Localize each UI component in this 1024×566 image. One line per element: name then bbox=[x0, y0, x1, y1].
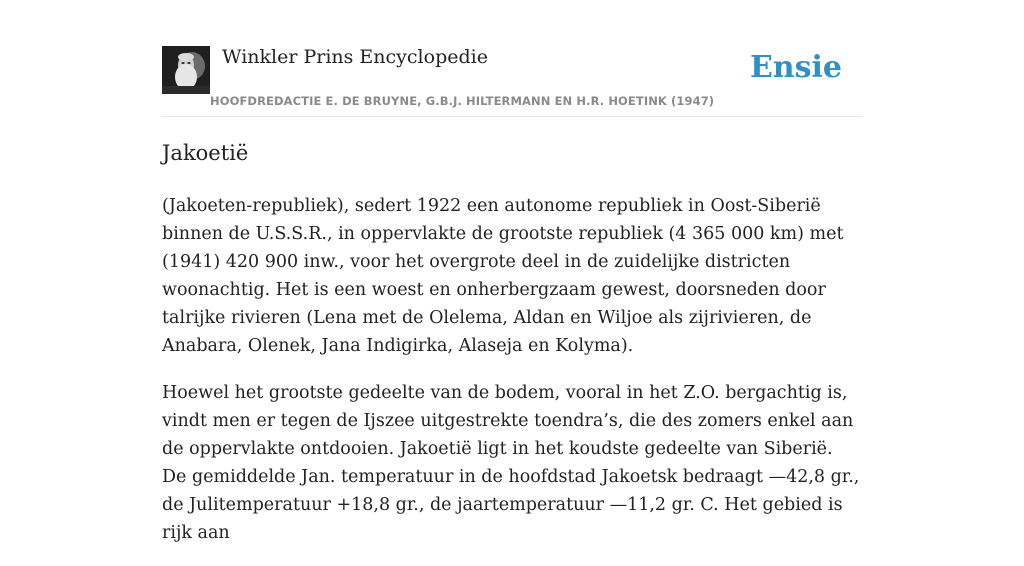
portrait-photo-icon bbox=[162, 46, 210, 94]
header bbox=[162, 38, 862, 117]
avatar[interactable] bbox=[162, 46, 210, 94]
article-body bbox=[162, 192, 862, 566]
article-title: Jakoetië bbox=[162, 141, 249, 165]
ensie-logo-link[interactable]: Ensie bbox=[749, 50, 842, 85]
paragraph: (Jakoeten-republiek), sedert 1922 een autonome republiek in Oost-Siberië binnen de U.S.S.R., in oppervlakte de grootste republiek (4 365 000 km) met (1941) 420 900 inw., voor het overgrote deel in de zuidelijke districten woonachtig. Het is een woest en onherbergzaam gewest, doorsneden door talrijke rivieren (Lena met de Olelema, Aldan en Wiljoe als zijrivieren, de Anabara, Olenek, Jana Indigirka, Alaseja en Kolyma). bbox=[162, 196, 844, 356]
publication-title[interactable]: Winkler Prins Encyclopedie bbox=[222, 46, 488, 68]
editorial-subtitle: HOOFDREDACTIE E. DE BRUYNE, G.B.J. HILTERMANN EN H.R. HOETINK (1947) bbox=[210, 94, 715, 108]
paragraph: Hoewel het grootste gedeelte van de bodem, vooral in het Z.O. bergachtig is, vindt men er tegen de Ijszee uitgestrekte toendra’s, die des zomers enkel aan de oppervlakte ontdooien. Jakoetië ligt in het koudste gedeelte van Siberië. De gemiddelde Jan. temperatuur in de hoofdstad Jakoetsk bedraagt —42,8 gr., de Julitemperatuur +18,8 gr., de jaartemperatuur —11,2 gr. C. Het gebied is rijk aan bbox=[162, 383, 860, 543]
